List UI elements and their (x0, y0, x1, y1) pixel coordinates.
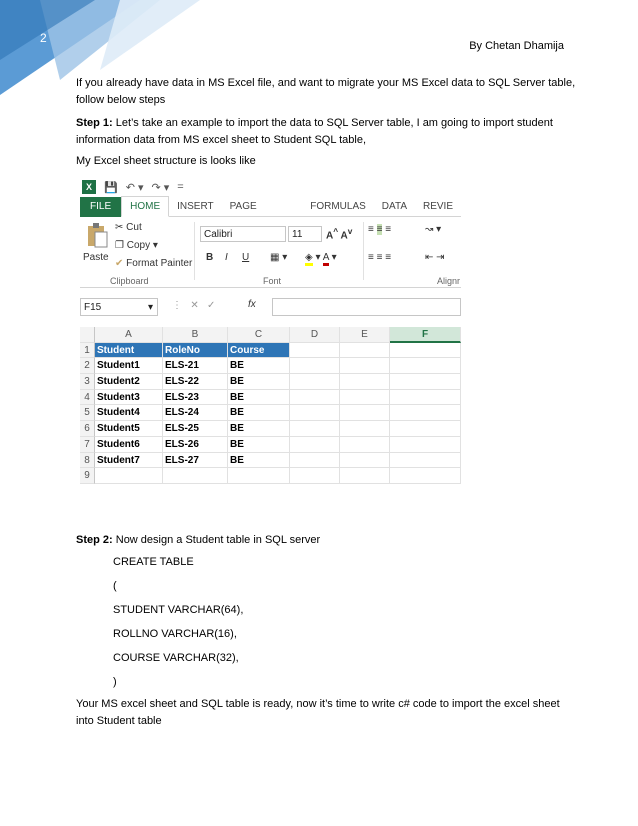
clipboard-group-label: Clipboard (110, 276, 149, 286)
cell[interactable] (390, 405, 461, 421)
cell[interactable] (290, 405, 340, 421)
ribbon-tabs (80, 197, 461, 217)
cell[interactable] (390, 468, 461, 484)
cell[interactable] (340, 390, 390, 406)
formula-bar (80, 295, 461, 317)
cell[interactable]: RoleNo (163, 343, 228, 359)
excel-screenshot (80, 177, 461, 484)
tab-formulas[interactable]: FORMULAS (310, 200, 366, 212)
cell[interactable]: BE (228, 358, 290, 374)
grow-font-button[interactable]: A^ $A^v$ (326, 226, 353, 242)
format-painter-label: Format Painter (126, 258, 193, 269)
table-row (80, 437, 461, 453)
cell[interactable] (340, 358, 390, 374)
underline-button[interactable]: U (242, 252, 250, 263)
alignment-group-label: Alignr (437, 276, 461, 286)
row-header[interactable]: 8 (80, 453, 95, 469)
format-painter-button[interactable] (115, 258, 192, 269)
sql-line: STUDENT VARCHAR(64), (113, 604, 244, 616)
redo-icon[interactable]: ↷ ▾ (151, 181, 170, 194)
sql-line: ROLLNO VARCHAR(16), (113, 628, 237, 640)
cell[interactable]: Student1 (95, 358, 163, 374)
cell[interactable]: ELS-26 (163, 437, 228, 453)
cell[interactable]: BE (228, 374, 290, 390)
row-header[interactable]: 6 (80, 421, 95, 437)
brush-icon: ✔ (115, 258, 127, 269)
ribbon-separator (194, 222, 195, 280)
row-header[interactable]: 5 (80, 405, 95, 421)
cell[interactable] (340, 453, 390, 469)
formula-input[interactable] (272, 298, 461, 316)
cell[interactable] (390, 343, 461, 359)
row-header[interactable]: 9 (80, 468, 95, 484)
cell[interactable] (340, 405, 390, 421)
table-row (80, 374, 461, 390)
cell[interactable] (390, 374, 461, 390)
cell[interactable] (290, 421, 340, 437)
save-icon[interactable]: 💾 (104, 181, 118, 194)
tab-insert[interactable]: INSERT (177, 200, 214, 212)
font-size-box[interactable]: 11 (288, 226, 322, 242)
customize-icon[interactable]: = (177, 181, 184, 193)
chevron-down-icon: ▾ (147, 302, 153, 313)
cell[interactable]: Student2 (95, 374, 163, 390)
cell[interactable] (340, 343, 390, 359)
fill-color-icon[interactable]: ◈ ▾ A ▾ (305, 252, 337, 263)
cut-button[interactable] (115, 222, 142, 233)
cell[interactable]: BE (228, 437, 290, 453)
cell[interactable] (163, 468, 228, 484)
cell[interactable]: Student5 (95, 421, 163, 437)
cell[interactable]: Student3 (95, 390, 163, 406)
sql-line: CREATE TABLE (113, 556, 194, 568)
step2-text: Now design a Student table in SQL server (112, 534, 321, 546)
ribbon-home (80, 218, 461, 288)
table-row (80, 405, 461, 421)
paste-icon[interactable] (86, 222, 108, 248)
quick-access-toolbar (80, 177, 461, 197)
cell[interactable] (290, 374, 340, 390)
font-name-box[interactable]: Calibri (200, 226, 286, 242)
step2-paragraph (76, 532, 576, 549)
column-header[interactable]: C (228, 327, 290, 343)
column-header[interactable]: B (163, 327, 228, 343)
bold-button[interactable]: B (206, 252, 214, 263)
copy-button[interactable]: ❐ Copy ▾ (115, 240, 158, 251)
cell[interactable] (340, 421, 390, 437)
row-header[interactable]: 2 (80, 358, 95, 374)
name-box-value: F15 (84, 302, 102, 313)
tab-file[interactable]: FILE (80, 197, 121, 217)
copy-label: Copy (126, 240, 151, 251)
table-row (80, 343, 461, 359)
paste-button[interactable]: Paste (83, 252, 109, 263)
align-top-icon[interactable]: ≡ ≡ ≡ (368, 224, 392, 235)
row-header[interactable]: 7 (80, 437, 95, 453)
copy-icon: ❐ (115, 240, 127, 251)
orientation-icon[interactable]: ↝ ▾ (425, 224, 442, 235)
table-row (80, 358, 461, 374)
table-row (80, 421, 461, 437)
column-header[interactable]: E (340, 327, 390, 343)
cell[interactable] (340, 374, 390, 390)
row-header[interactable]: 3 (80, 374, 95, 390)
ribbon-separator (363, 222, 364, 280)
cell[interactable] (228, 468, 290, 484)
tab-home[interactable]: HOME (121, 196, 169, 217)
sheet-caption: My Excel sheet structure is looks like (76, 155, 256, 167)
row-header[interactable]: 1 (80, 343, 95, 359)
step2-label: Step 2: (76, 534, 113, 546)
column-header-selected[interactable]: F (390, 327, 461, 343)
align-left-icon[interactable]: ≡ ≡ ≡ (368, 252, 392, 263)
cell[interactable] (390, 453, 461, 469)
name-box[interactable] (80, 298, 158, 316)
spreadsheet-grid (80, 327, 461, 484)
cell[interactable]: ELS-25 (163, 421, 228, 437)
cell[interactable]: ELS-21 (163, 358, 228, 374)
cell[interactable] (390, 390, 461, 406)
tab-review[interactable]: REVIE (422, 200, 453, 212)
cell[interactable]: ELS-24 (163, 405, 228, 421)
cell[interactable]: Course (228, 343, 290, 359)
cell[interactable]: Student4 (95, 405, 163, 421)
tab-data[interactable]: DATA (381, 200, 407, 212)
table-row (80, 453, 461, 469)
cell[interactable] (340, 468, 390, 484)
cell[interactable] (290, 468, 340, 484)
cancel-icon[interactable]: ⋮ ✕ ✓ (172, 300, 216, 311)
row-header[interactable]: 4 (80, 390, 95, 406)
page-number: 2 (40, 31, 47, 45)
font-group-label: Font (263, 276, 282, 286)
cell[interactable]: ELS-23 (163, 390, 228, 406)
cell[interactable] (390, 421, 461, 437)
outro-paragraph: Your MS excel sheet and SQL table is ready, now it’s time to write c# code to import the excel sheet into Student table (76, 698, 560, 727)
cell[interactable] (290, 343, 340, 359)
cell[interactable] (390, 358, 461, 374)
indent-icon[interactable]: ⇤ ⇥ (425, 252, 445, 263)
cell[interactable] (290, 437, 340, 453)
cell[interactable] (290, 358, 340, 374)
column-header[interactable]: D (290, 327, 340, 343)
step1-label: Step 1: (76, 117, 113, 129)
scissors-icon: ✂ (115, 222, 127, 233)
column-header[interactable]: A (95, 327, 163, 343)
italic-button[interactable]: I (225, 252, 228, 263)
cell[interactable] (95, 468, 163, 484)
cut-label: Cut (126, 222, 142, 233)
table-row (80, 390, 461, 406)
cell[interactable]: ELS-27 (163, 453, 228, 469)
cell[interactable] (340, 437, 390, 453)
cell[interactable]: BE (228, 390, 290, 406)
cell[interactable]: Student7 (95, 453, 163, 469)
cell[interactable]: BE (228, 421, 290, 437)
author-line: By Chetan Dhamija (469, 40, 564, 52)
borders-icon[interactable]: ▦ ▾ (270, 252, 288, 263)
select-all-corner[interactable] (80, 327, 95, 343)
cell[interactable]: BE (228, 453, 290, 469)
cell[interactable]: BE (228, 405, 290, 421)
sql-line: COURSE VARCHAR(32), (113, 652, 239, 664)
cell[interactable]: Student (95, 343, 163, 359)
cell[interactable] (290, 390, 340, 406)
step1-text: Let’s take an example to import the data to SQL Server table, I am going to import student information data from MS excel sheet to Student SQL table, (76, 117, 553, 146)
cell[interactable]: ELS-22 (163, 374, 228, 390)
table-row (80, 468, 461, 484)
cell[interactable] (390, 437, 461, 453)
sql-line: ( (113, 580, 117, 592)
cell[interactable] (290, 453, 340, 469)
intro-paragraph: If you already have data in MS Excel file, and want to migrate your MS Excel data to SQL Server table, follow below steps (76, 77, 576, 106)
step1-paragraph (76, 115, 576, 149)
tab-page-layout[interactable]: PAGE (229, 200, 257, 212)
insert-function-icon[interactable]: fx (248, 299, 256, 310)
excel-logo-icon: X (82, 180, 96, 194)
sql-line: ) (113, 676, 117, 688)
undo-icon[interactable]: ↶ ▾ (125, 181, 144, 194)
cell[interactable]: Student6 (95, 437, 163, 453)
